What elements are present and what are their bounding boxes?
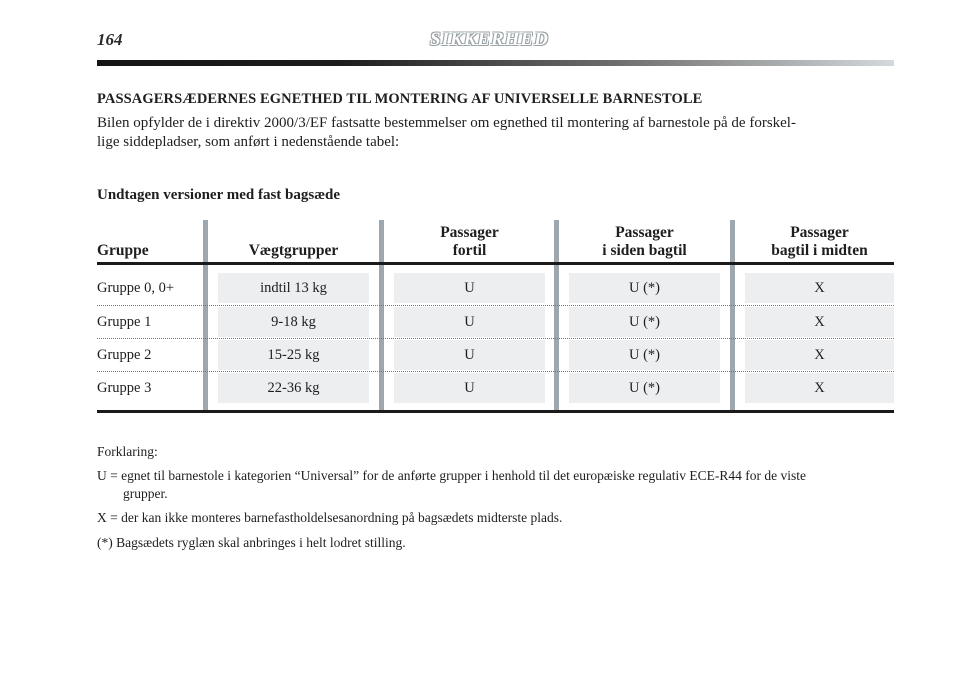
header-side-passenger xyxy=(569,224,720,260)
column-separator xyxy=(379,220,384,411)
row-separator xyxy=(97,371,894,372)
intro-line: Bilen opfylder de i direktiv 2000/3/EF fastsatte bestemmelser om egnethed til montering af barnestole på de forskel- xyxy=(97,115,796,131)
cell-weight: 15-25 kg xyxy=(267,347,320,363)
cell-weight: 9-18 kg xyxy=(271,314,316,330)
cell-middle: X xyxy=(814,280,825,296)
header-middle-passenger xyxy=(745,224,894,260)
header-group: Gruppe xyxy=(97,242,149,259)
cell-side: U (*) xyxy=(628,280,660,296)
legend-title: Forklaring: xyxy=(97,444,158,459)
legend-star: (*) Bagsædets ryglæn skal anbringes i helt lodret stilling. xyxy=(97,535,406,550)
cell-group: Gruppe 3 xyxy=(97,380,152,396)
intro-paragraph xyxy=(97,114,894,152)
table-header-rule xyxy=(97,262,894,265)
cell-middle: X xyxy=(814,314,825,330)
cell-group: Gruppe 2 xyxy=(97,347,152,363)
cell-group: Gruppe 1 xyxy=(97,314,152,330)
header-line: fortil xyxy=(452,242,487,259)
header-rule xyxy=(97,60,894,66)
cell-middle: X xyxy=(814,347,825,363)
header-weight: Vægtgrupper xyxy=(248,242,339,259)
page-heading: PASSAGERSÆDERNES EGNETHED TIL MONTERING AF UNIVERSELLE BARNESTOLE xyxy=(97,91,703,107)
cell-weight: indtil 13 kg xyxy=(260,280,327,296)
intro-line: lige siddepladser, som anført i nedenstående tabel: xyxy=(97,134,400,150)
column-separator xyxy=(203,220,208,411)
cell-front: U xyxy=(464,380,475,396)
cell-side: U (*) xyxy=(628,347,660,363)
cell-front: U xyxy=(464,280,475,296)
cell-weight: 22-36 kg xyxy=(267,380,320,396)
row-separator xyxy=(97,338,894,339)
page-number: 164 xyxy=(97,30,123,49)
cell-front: U xyxy=(464,347,475,363)
legend-x: X = der kan ikke monteres barnefastholdelsesanordning på bagsædets midterste plads. xyxy=(97,510,563,525)
column-separator xyxy=(730,220,735,411)
cell-side: U (*) xyxy=(628,314,660,330)
header-line: bagtil i midten xyxy=(771,242,868,259)
header-line: Passager xyxy=(440,224,499,241)
cell-front: U xyxy=(464,314,475,330)
table-bottom-rule xyxy=(97,410,894,413)
column-separator xyxy=(554,220,559,411)
header-line: Passager xyxy=(790,224,849,241)
cell-group: Gruppe 0, 0+ xyxy=(97,280,175,296)
section-title: SIKKERHED xyxy=(430,29,549,50)
row-separator xyxy=(97,305,894,306)
table-subheading: Undtagen versioner med fast bagsæde xyxy=(97,187,341,203)
cell-side: U (*) xyxy=(628,380,660,396)
cell-middle: X xyxy=(814,380,825,396)
header-line: i siden bagtil xyxy=(602,242,687,259)
header-front-passenger xyxy=(394,224,545,260)
header-line: Passager xyxy=(615,224,674,241)
legend-u-continued: grupper. xyxy=(123,486,168,501)
legend-u: U = egnet til barnestole i kategorien “Universal” for de anførte grupper i henhold til det europæiske regulativ ECE-R44 for de viste xyxy=(97,468,807,483)
